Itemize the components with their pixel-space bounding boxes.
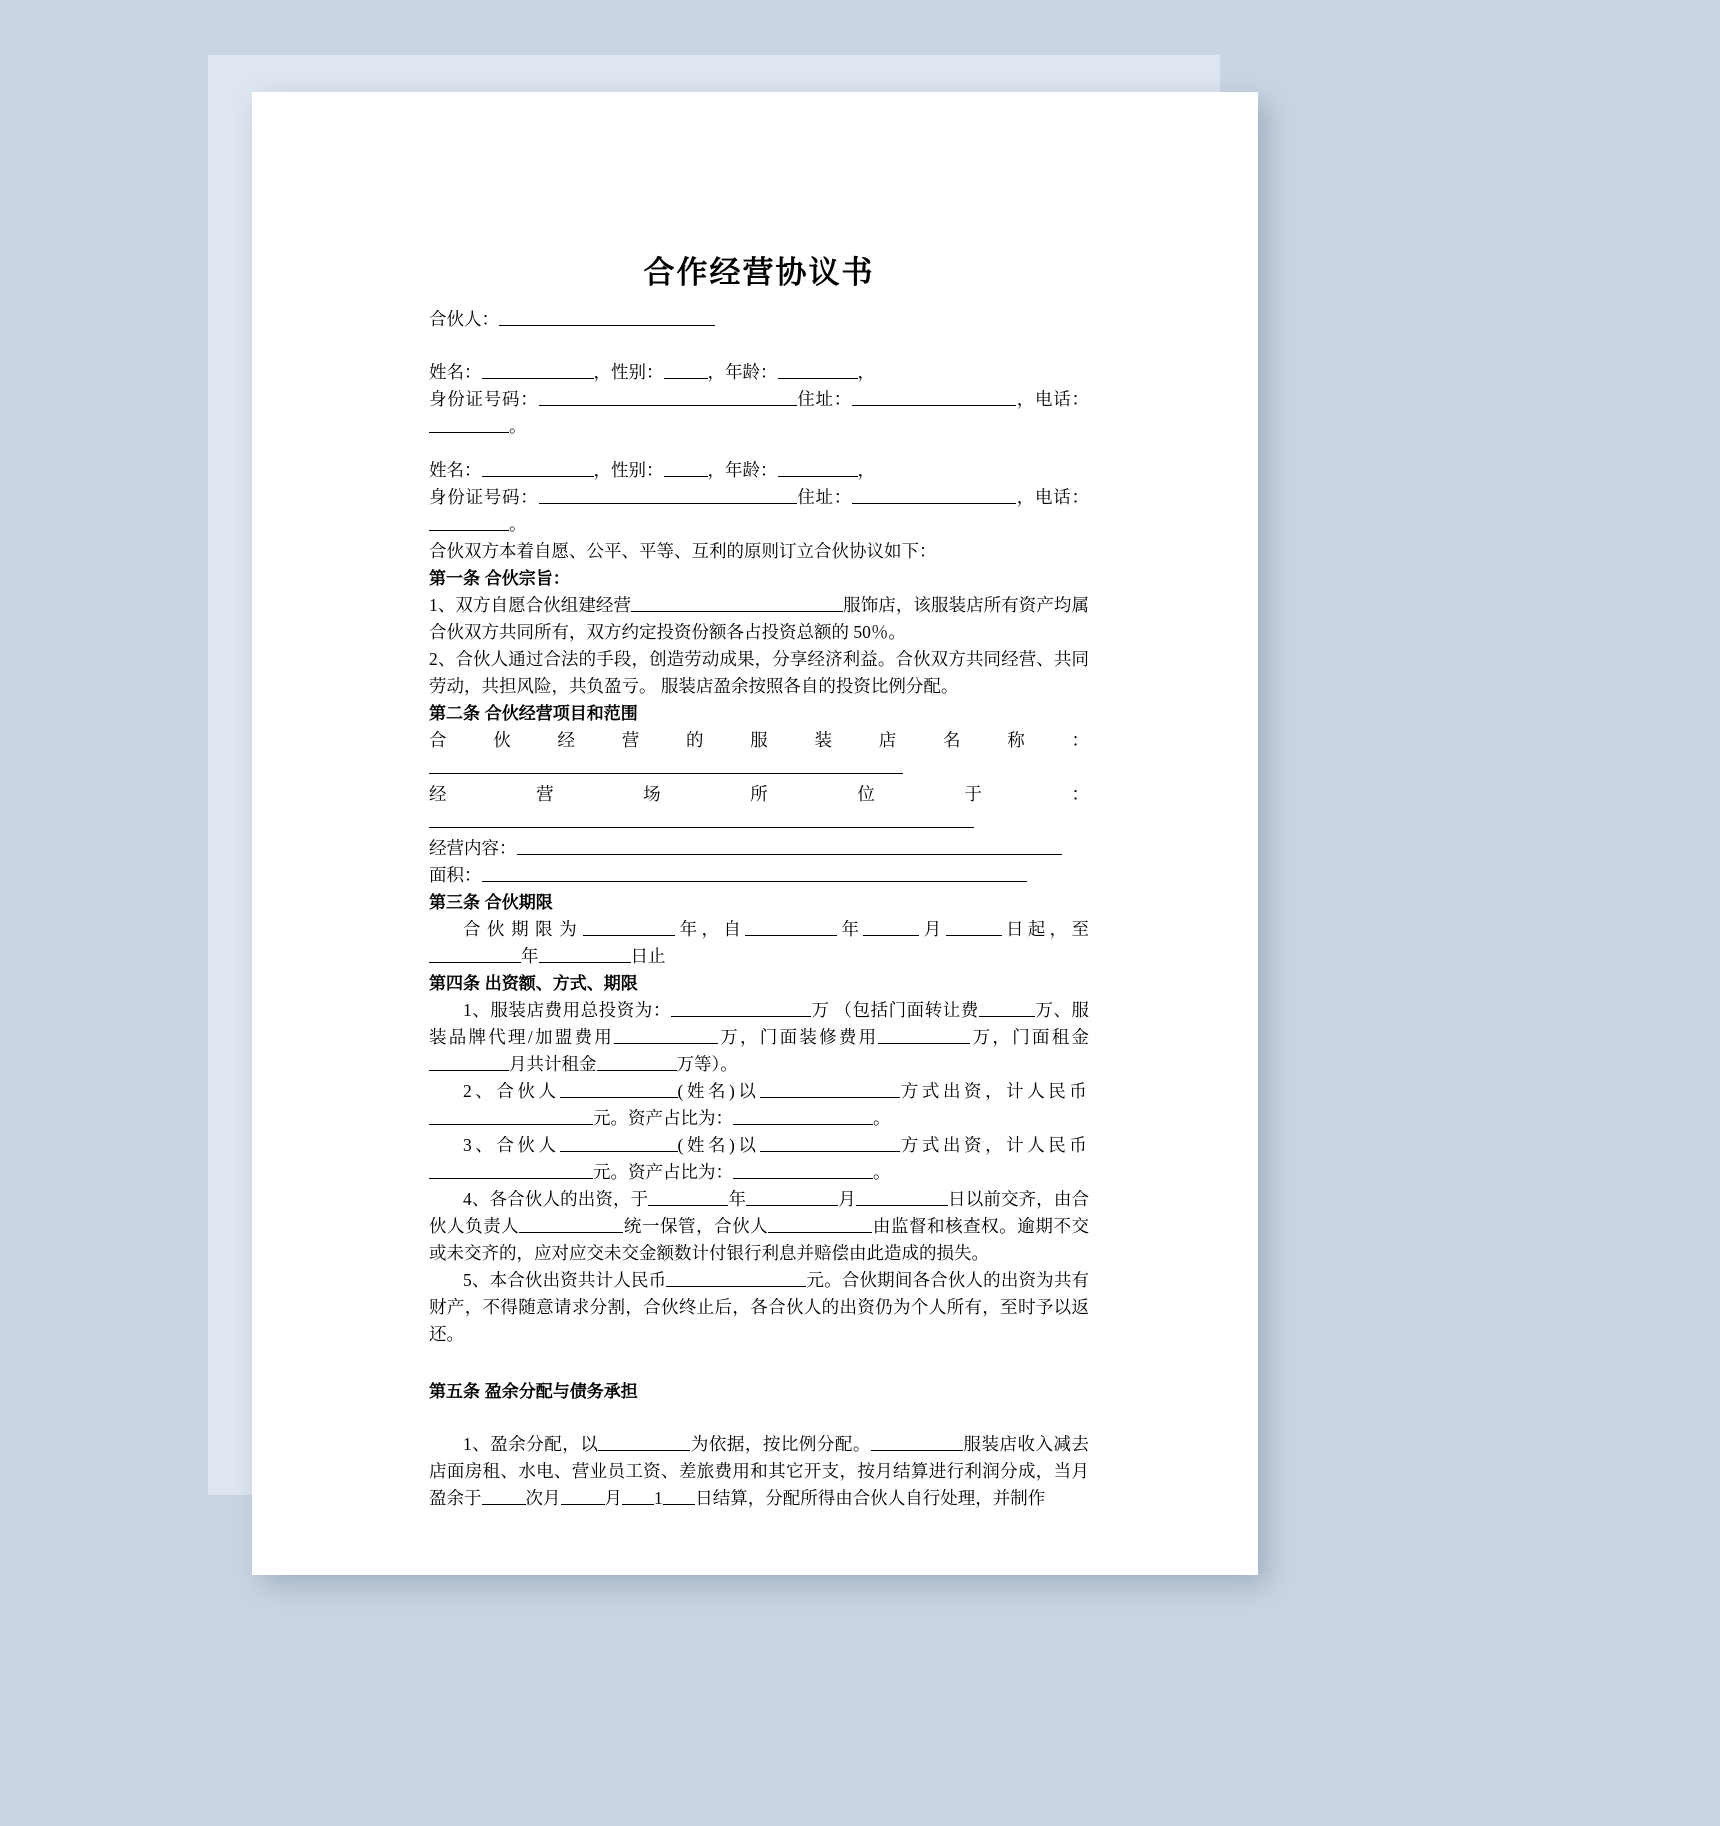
section-3-term-e: 日起，至 — [1001, 919, 1090, 939]
party2-address-blank[interactable] — [852, 486, 1016, 504]
section-4-item-2-b: (姓名)以 — [677, 1081, 760, 1101]
section-2-field-business-scope-label: 经营内容： — [429, 838, 517, 858]
section-4-item-1-f: 月共计租金 — [509, 1054, 597, 1074]
document-page — [252, 92, 1258, 1575]
section-4-heading: 第四条 出资额、方式、期限 — [429, 974, 638, 993]
party1-address-blank[interactable] — [852, 388, 1016, 406]
party1-age-blank[interactable] — [778, 361, 858, 379]
section-2-field-location — [429, 781, 1089, 835]
section-4-item-4-f: 由监督和核查权。逾期不交或未交齐的，应对应交未交金额数计付银行利息并赔偿由此造成的损失。 — [429, 1216, 1090, 1263]
section-2-heading: 第二条 合伙经营项目和范围 — [429, 704, 638, 723]
section-5-heading: 第五条 盈余分配与债务承担 — [429, 1382, 638, 1401]
phone-label: ，电话： — [1016, 389, 1089, 409]
section-3-start-year-blank[interactable] — [745, 918, 837, 936]
section-4-item-3 — [429, 1132, 1089, 1186]
section-4-item-2-a: 2、合伙人 — [463, 1081, 560, 1101]
party2-age-blank[interactable] — [778, 459, 858, 477]
partner-blank-3[interactable] — [635, 308, 715, 326]
section-1-item-1-a: 1、双方自愿合伙组建经营 — [429, 595, 632, 615]
section-4-transfer-fee-blank[interactable] — [979, 999, 1035, 1017]
party1-name-line — [429, 359, 1089, 386]
section-5-item-1-c: 服装店收入减去店面房租、水电、营业员工资、差旅费用和其它开支，按月结算进行利润分成，当月盈余于 — [429, 1434, 1090, 1508]
section-3-term-d: 月 — [919, 919, 946, 939]
section-4-item-5-b: 元。合伙期间各合伙人的出资为共有财产，不得随意请求分割，合伙终止后，各合伙人的出资仍为个人所有，至时予以返还。 — [429, 1270, 1090, 1344]
gender-label: ，性别： — [593, 362, 664, 382]
section-4-item-4-d: 日以前交齐，由合伙人负责人 — [429, 1189, 1090, 1236]
section-4-item-1-d: 万，门面装修费用 — [718, 1027, 879, 1047]
gender-label: ，性别： — [593, 460, 664, 480]
section-4-total-investment-blank[interactable] — [671, 999, 811, 1017]
section-5-settle-day-prefix[interactable] — [622, 1487, 654, 1505]
section-3-end-year-blank[interactable] — [429, 945, 521, 963]
section-1-item-2: 2、合伙人通过合法的手段，创造劳动成果，分享经济利益。合伙双方共同经营、共同劳动，共担风险，共负盈亏。 服装店盈余按照各自的投资比例分配。 — [429, 649, 1089, 696]
section-4-item-2-c: 方式出资，计人民币 — [899, 1081, 1090, 1101]
section-4-item-4-b: 年 — [728, 1189, 747, 1209]
section-5-item-1-b: 为依据，按比例分配。 — [690, 1434, 871, 1454]
section-2-location-blank[interactable] — [429, 810, 974, 828]
section-2-field-shop-name — [429, 727, 1089, 781]
section-1-item-1-b: 服饰店，该服装店所有资产均属合伙双方共同所有，双方约定投资份额各占投资总额的 50％。 — [429, 595, 1090, 642]
section-2-field-area-label: 面积： — [429, 865, 482, 885]
section-3-heading: 第三条 合伙期限 — [429, 893, 553, 912]
partner-line — [429, 306, 1089, 333]
section-4-item-4 — [429, 1186, 1089, 1267]
section-5-settle-prefix-blank[interactable] — [482, 1487, 526, 1505]
partner-label: 合伙人： — [429, 309, 499, 329]
section-5-basis-blank[interactable] — [598, 1433, 690, 1451]
section-3-term-b: 年，自 — [675, 919, 746, 939]
section-3-start-month-blank[interactable] — [863, 918, 919, 936]
section-1-heading: 第一条 合伙宗旨： — [429, 569, 570, 588]
party2-name-line — [429, 457, 1089, 484]
period-mark: 。 — [509, 514, 527, 534]
section-4-item-3-d: 元。资产占比为： — [593, 1162, 733, 1182]
section-4-custodian-blank[interactable] — [519, 1215, 623, 1233]
address-label: 住址： — [796, 487, 852, 507]
section-3-term-g: 日止 — [630, 946, 666, 966]
section-5-item-1-a: 1、盈余分配，以 — [463, 1434, 599, 1454]
address-label: 住址： — [796, 389, 852, 409]
section-4-item-4-e: 统一保管，合伙人 — [623, 1216, 769, 1236]
party1-name-blank-2[interactable] — [538, 361, 594, 379]
section-3-start-day-blank[interactable] — [946, 918, 1002, 936]
party2-gender-blank[interactable] — [664, 459, 708, 477]
section-2-field-shop-name-label: 合伙经营的服装店名称： — [429, 730, 1089, 750]
age-label: ，年龄： — [707, 362, 778, 382]
party2-name-blank-2[interactable] — [538, 459, 594, 477]
party1-name-blank-1[interactable] — [482, 361, 538, 379]
section-3-term-line — [429, 916, 1089, 970]
section-2-field-location-label: 经营场所位于： — [429, 784, 1089, 804]
section-2-area-blank[interactable] — [482, 864, 1027, 882]
section-4-item-1 — [429, 997, 1089, 1078]
section-4-p2-amount-blank[interactable] — [429, 1161, 593, 1179]
section-4-total-capital-blank[interactable] — [666, 1269, 806, 1287]
section-1-item-1 — [429, 592, 1089, 646]
section-4-monthly-rent-blank[interactable] — [429, 1053, 509, 1071]
party1-id-line — [429, 386, 1089, 440]
document-body — [429, 247, 1089, 1512]
section-4-item-5-a: 5、本合伙出资共计人民币 — [463, 1270, 667, 1290]
section-4-p2-share-blank[interactable] — [733, 1161, 873, 1179]
section-2-field-business-scope — [429, 835, 1089, 862]
section-4-item-3-e: 。 — [873, 1162, 891, 1182]
section-4-item-1-e: 万，门面租金 — [970, 1027, 1089, 1047]
section-4-decoration-fee-blank[interactable] — [878, 1026, 970, 1044]
section-4-p2-name-blank[interactable] — [560, 1134, 678, 1152]
section-4-item-1-g: 万等）。 — [676, 1054, 738, 1074]
party2-id-line — [429, 484, 1089, 538]
section-5-item-1-f: 1 — [654, 1488, 664, 1508]
section-4-p2-method-blank[interactable] — [760, 1134, 900, 1152]
phone-label: ，电话： — [1016, 487, 1089, 507]
section-4-item-1-b: 万 （包括门面转让费 — [810, 1000, 979, 1020]
section-3-term-a: 合伙期限为 — [463, 919, 584, 939]
section-4-due-month-blank[interactable] — [746, 1188, 838, 1206]
spacer — [429, 1405, 1089, 1431]
name-label: 姓名： — [429, 362, 482, 382]
section-4-item-2-d: 元。资产占比为： — [593, 1108, 733, 1128]
party1-phone-blank[interactable] — [429, 415, 509, 433]
party1-id-blank[interactable] — [539, 388, 797, 406]
page-title: 合作经营协议书 — [643, 255, 875, 290]
party2-phone-blank[interactable] — [429, 513, 509, 531]
section-4-item-3-a: 3、合伙人 — [463, 1135, 560, 1155]
section-4-item-2 — [429, 1078, 1089, 1132]
party2-id-blank[interactable] — [539, 486, 797, 504]
section-4-total-rent-blank[interactable] — [597, 1053, 677, 1071]
section-4-item-3-c: 方式出资，计人民币 — [899, 1135, 1090, 1155]
section-4-due-day-blank[interactable] — [856, 1188, 948, 1206]
section-2-business-scope-blank[interactable] — [517, 837, 1062, 855]
section-4-p1-share-blank[interactable] — [733, 1107, 873, 1125]
trailing-comma: ， — [857, 362, 875, 382]
section-4-supervisor-blank[interactable] — [768, 1215, 872, 1233]
spacer — [429, 333, 1089, 359]
section-4-item-1-c: 万、服装品牌代理/加盟费用 — [429, 1000, 1090, 1047]
section-4-due-year-blank[interactable] — [648, 1188, 728, 1206]
trailing-comma: ， — [857, 460, 875, 480]
section-2-shop-name-blank[interactable] — [429, 756, 903, 774]
section-4-item-4-a: 4、各合伙人的出资，于 — [463, 1189, 649, 1209]
section-5-settle-day-suffix[interactable] — [663, 1487, 695, 1505]
section-4-item-3-b: (姓名)以 — [677, 1135, 760, 1155]
partner-blank-1[interactable] — [499, 308, 555, 326]
section-4-item-2-e: 。 — [873, 1108, 891, 1128]
section-3-term-c: 年 — [837, 919, 864, 939]
preamble: 合伙双方本着自愿、公平、平等、互利的原则订立合伙协议如下： — [429, 541, 937, 561]
id-label: 身份证号码： — [429, 389, 539, 409]
section-4-p1-amount-blank[interactable] — [429, 1107, 593, 1125]
section-3-term-f: 年 — [521, 946, 539, 966]
section-1-shop-name-blank[interactable] — [631, 594, 843, 612]
section-5-item-1-d: 次月 — [525, 1488, 561, 1508]
name-label: 姓名： — [429, 460, 482, 480]
section-2-field-area — [429, 862, 1089, 889]
section-5-shop-blank[interactable] — [871, 1433, 963, 1451]
id-label: 身份证号码： — [429, 487, 539, 507]
section-5-settle-month-blank[interactable] — [561, 1487, 605, 1505]
party1-gender-blank[interactable] — [664, 361, 708, 379]
section-3-years-blank[interactable] — [583, 918, 675, 936]
section-4-item-5 — [429, 1267, 1089, 1348]
section-4-p1-method-blank[interactable] — [760, 1080, 900, 1098]
section-4-p1-name-blank[interactable] — [560, 1080, 678, 1098]
section-4-item-4-c: 月 — [838, 1189, 856, 1209]
period-mark: 。 — [509, 416, 527, 436]
spacer — [429, 1348, 1089, 1378]
party2-name-blank-1[interactable] — [482, 459, 538, 477]
section-5-item-1-g: 日结算，分配所得由合伙人自行处理，并制作 — [695, 1488, 1046, 1508]
age-label: ，年龄： — [707, 460, 778, 480]
section-5-item-1 — [429, 1431, 1089, 1512]
section-4-franchise-fee-blank[interactable] — [614, 1026, 718, 1044]
section-5-item-1-e: 月 — [604, 1488, 622, 1508]
section-3-end-day-blank[interactable] — [539, 945, 631, 963]
section-4-item-1-a: 1、服装店费用总投资为： — [463, 1000, 671, 1020]
spacer — [429, 440, 1089, 457]
partner-blank-2[interactable] — [555, 308, 635, 326]
